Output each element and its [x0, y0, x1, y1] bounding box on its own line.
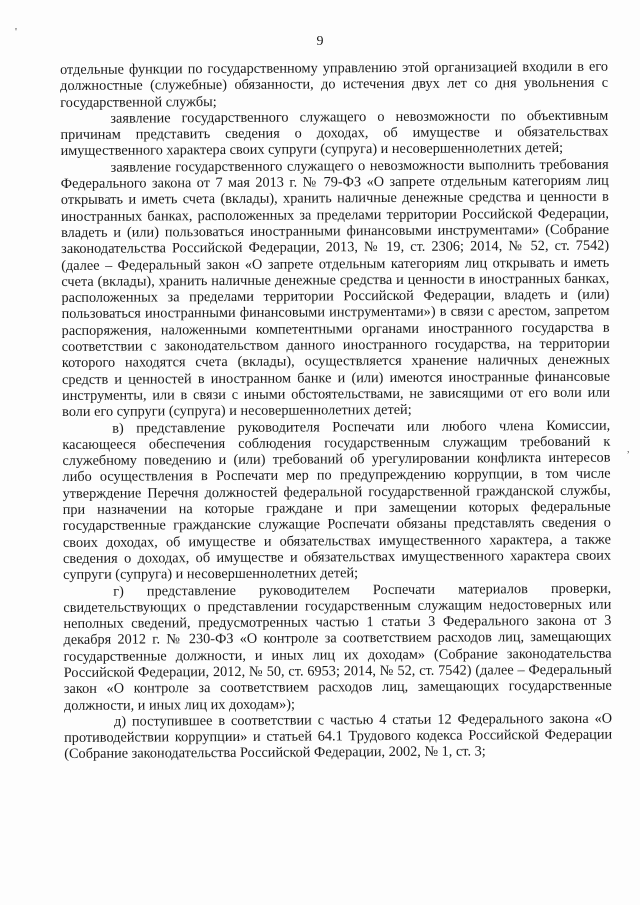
- paragraph-statement-income: заявление государственного служащего о невозможности по объективным причинам представить сведения о доходах, об имуществе и обязательствах имущественного характера своих супруги (супруга) и несовершеннолетних детей;: [60, 107, 609, 160]
- document-body: [60, 59, 612, 763]
- side-mark: ,: [627, 444, 630, 455]
- paragraph-statement-foreign-accounts: заявление государственного служащего о невозможности выполнить требования Федерального закона от 7 мая 2013 г. № 79-ФЗ «О запрете отдельным категориям лиц открывать и иметь счета (вклады), хранить наличные денежные средства и ценности в иностранных банках, расположенных за пределами территории Российской Федерации, владеть и (или) пользоваться иностранными финансовыми инструментами» (Собрание законодательства Российской Федерации, 2013, № 19, ст. 2306; 2014, № 52, ст. 7542) (далее – Федеральный закон «О запрете отдельным категориям лиц открывать и иметь счета (вклады), хранить наличные денежные средства и ценности в иностранных банках, расположенных за пределами территории Российской Федерации, владеть и (или) пользоваться иностранными финансовыми инструментами») в связи с арестом, запретом распоряжения, наложенными компетентными органами иностранного государства в соответствии с законодательством данного иностранного государства, на территории которого находятся счета (вклады), осуществляется хранение наличных денежных средств и ценностей в иностранном банке и (или) имеются иностранные финансовые инструменты, или в связи с иными обстоятельствами, не зависящими от его воли или воли его супруги (супруга) и несовершеннолетних детей;: [60, 156, 611, 421]
- paragraph-item-d: д) поступившее в соответствии с частью 4 статьи 12 Федерального закона «О противодействии коррупции» и статьей 64.1 Трудового кодекса Российской Федерации (Собрание законодательства Российской Федерации, 2002, № 1, ст. 3;: [64, 710, 613, 763]
- paragraph-item-g: г) представление руководителем Роспечати материалов проверки, свидетельствующих о представлении государственным служащим недостоверных или неполных сведений, предусмотренных частью 1 статьи 3 Федерального закона от 3 декабря 2012 г. № 230-ФЗ «О контроле за соответствием расходов лиц, замещающих государственные должности, и иных лиц их доходам» (Собрание законодательства Российской Федерации, 2012, № 50, ст. 6953; 2014, № 52, ст. 7542) (далее – Федеральный закон «О контроле за соответствием расходов лиц, замещающих государственные должности, и иных лиц их доходам»);: [63, 580, 612, 714]
- page-number: 9: [316, 34, 324, 49]
- paragraph-continuation: отдельные функции по государственному управлению этой организацией входили в его должностные (служебные) обязанности, до истечения двух лет со дня увольнения с государственной службы;: [60, 58, 609, 111]
- corner-mark: ': [15, 26, 17, 38]
- paragraph-item-v: в) представление руководителя Роспечати или любого члена Комиссии, касающееся обеспечения соблюдения государственным служащим требований к служебному поведению и (или) требований об урегулировании конфликта интересов либо осуществления в Роспечати мер по предупреждению коррупции, в том числе утверждение Перечня должностей федеральной государственной гражданской службы, при назначении на которые граждане и при замещении которых федеральные государственные гражданские служащие Роспечати обязаны представлять сведения о своих доходах, об имуществе и обязательствах имущественного характера, а также сведения о доходах, об имуществе и обязательствах имущественного характера своих супруги (супруга) и несовершеннолетних детей;: [62, 417, 612, 584]
